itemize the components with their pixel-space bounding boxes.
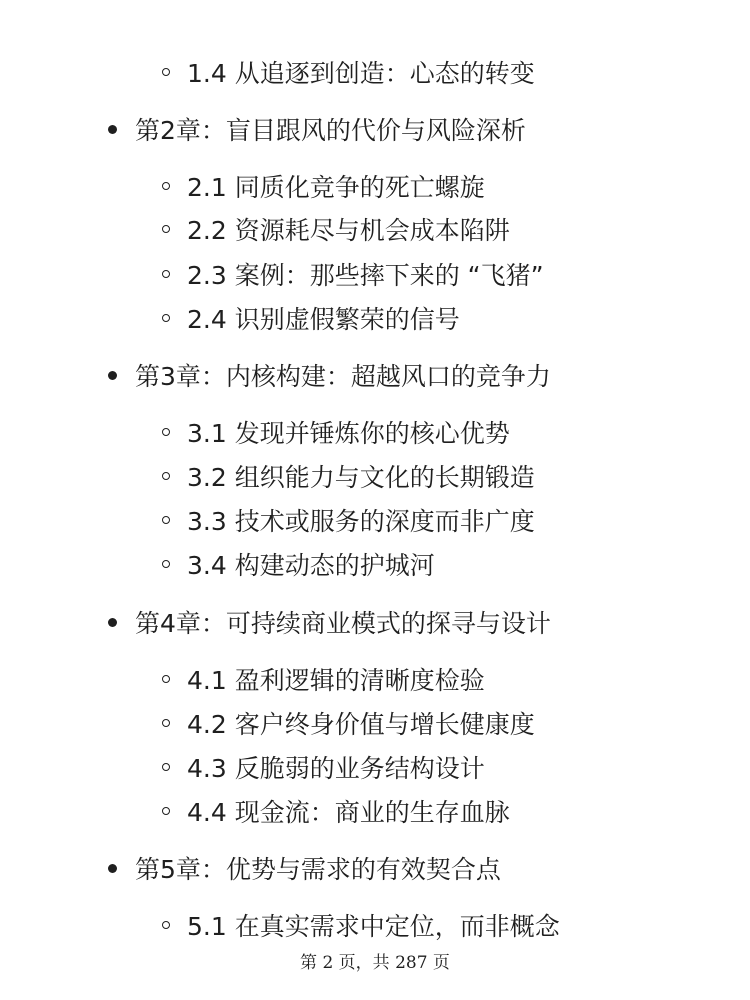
toc-section-item: [162, 166, 485, 206]
toc-section-item: [162, 659, 485, 699]
toc-chapter-item: [108, 355, 551, 395]
toc-section-item: [162, 747, 485, 787]
toc-chapter-title: 第2章：盲目跟风的代价与风险深析: [135, 116, 526, 145]
hollow-bullet-icon: [162, 921, 170, 929]
toc-section-title: 3.2 组织能力与文化的长期锻造: [187, 463, 535, 492]
toc-section-title: 4.1 盈利逻辑的清晰度检验: [187, 666, 485, 695]
filled-bullet-icon: [108, 371, 117, 380]
toc-section-item: [162, 298, 460, 338]
hollow-bullet-icon: [162, 807, 170, 815]
toc-section-title: 2.1 同质化竞争的死亡螺旋: [187, 173, 485, 202]
toc-section-item: [162, 500, 535, 540]
hollow-bullet-icon: [162, 428, 170, 436]
toc-chapter-title: 第5章：优势与需求的有效契合点: [135, 855, 501, 884]
hollow-bullet-icon: [162, 675, 170, 683]
toc-chapter-item: [108, 602, 551, 642]
toc-section-title: 5.1 在真实需求中定位，而非概念: [187, 912, 560, 941]
page-number-footer: 第 2 页，共 287 页: [300, 953, 450, 973]
toc-section-title: 2.3 案例：那些摔下来的 “飞猪”: [187, 261, 544, 290]
toc-section-item: [162, 703, 535, 743]
hollow-bullet-icon: [162, 763, 170, 771]
toc-section-item: [162, 791, 510, 831]
toc-chapter-title: 第4章：可持续商业模式的探寻与设计: [135, 609, 551, 638]
toc-section-title: 4.3 反脆弱的业务结构设计: [187, 754, 485, 783]
toc-section-item: [162, 52, 535, 92]
hollow-bullet-icon: [162, 314, 170, 322]
toc-chapter-item: [108, 848, 501, 888]
hollow-bullet-icon: [162, 270, 170, 278]
toc-section-title: 4.4 现金流：商业的生存血脉: [187, 798, 510, 827]
hollow-bullet-icon: [162, 225, 170, 233]
toc-section-item: [162, 544, 435, 584]
toc-section-title: 2.4 识别虚假繁荣的信号: [187, 305, 460, 334]
hollow-bullet-icon: [162, 516, 170, 524]
hollow-bullet-icon: [162, 68, 170, 76]
filled-bullet-icon: [108, 864, 117, 873]
toc-section-title: 2.2 资源耗尽与机会成本陷阱: [187, 216, 510, 245]
toc-chapter-title: 第3章：内核构建：超越风口的竞争力: [135, 362, 551, 391]
toc-section-title: 4.2 客户终身价值与增长健康度: [187, 710, 535, 739]
toc-section-title: 3.3 技术或服务的深度而非广度: [187, 507, 535, 536]
toc-section-item: [162, 905, 560, 945]
toc-chapter-item: [108, 109, 526, 149]
toc-section-title: 1.4 从追逐到创造：心态的转变: [187, 59, 535, 88]
toc-section-item: [162, 209, 510, 249]
toc-section-item: [162, 254, 544, 294]
toc-section-item: [162, 412, 510, 452]
hollow-bullet-icon: [162, 182, 170, 190]
toc-section-title: 3.1 发现并锤炼你的核心优势: [187, 419, 510, 448]
toc-section-title: 3.4 构建动态的护城河: [187, 551, 435, 580]
toc-section-item: [162, 456, 535, 496]
hollow-bullet-icon: [162, 719, 170, 727]
hollow-bullet-icon: [162, 560, 170, 568]
hollow-bullet-icon: [162, 472, 170, 480]
filled-bullet-icon: [108, 618, 117, 627]
filled-bullet-icon: [108, 125, 117, 134]
